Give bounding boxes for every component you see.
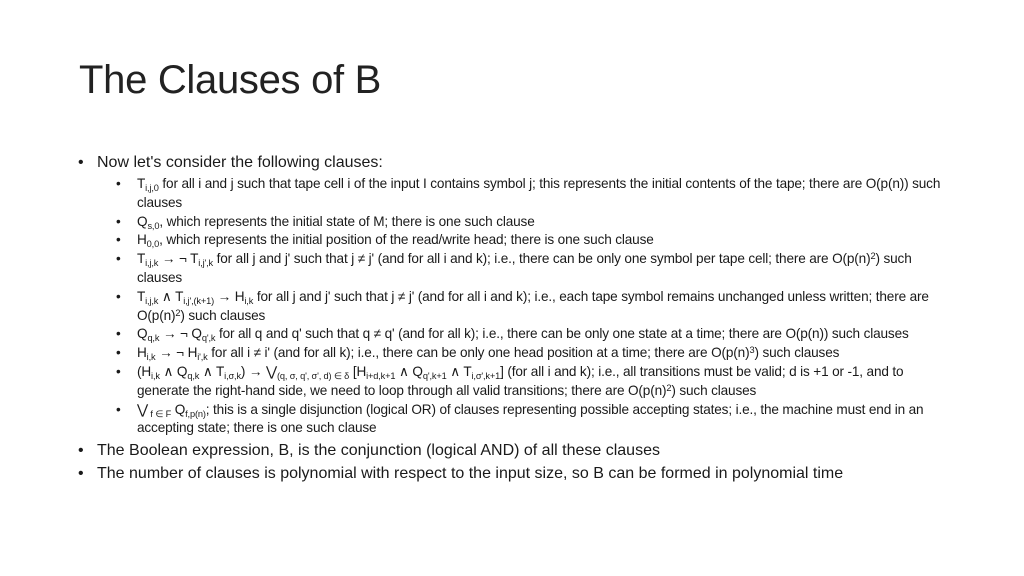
bullet-dot: • — [116, 213, 121, 229]
clause-item — [116, 213, 958, 232]
bullet-dot: • — [116, 176, 121, 191]
bullet-dot: • — [116, 401, 121, 417]
bullet-dot: • — [116, 251, 121, 267]
slide-title: The Clauses of B — [79, 58, 382, 102]
bullet-dot: • — [116, 345, 121, 361]
bullet-conjunction — [78, 440, 958, 461]
clause-item — [116, 250, 958, 288]
clause-text: ⋁ $_{f \in F}$ $Q_{f,p(n)}$; this is a single disjunction (logical OR) of clauses representing possible accepting states; i.e., the machine must end in an accepting state; there is one such clause — [137, 401, 924, 436]
clause-item — [116, 231, 958, 250]
bullet-dot: • — [116, 232, 121, 248]
clause-item — [116, 288, 958, 326]
clause-text: ($H_{i,k}$ ∧ $Q_{q,k}$ ∧ $T_{i,\sigma,k}$) → $⋁_{(q, \sigma, q', \sigma', d) \in \delta}$ [$H_{i+d,k+1}$ ∧ $Q_{q',k+1}$ ∧ $T_{i,\sigma',k+1}$] (for all i and k); i.e., all transitions must be valid; d is +1 or -1, and to generate the right-hand side, we need to loop through all valid transitions; there are $O(p(n)^2)$ such clauses — [137, 363, 904, 398]
slide-content — [78, 152, 958, 486]
clause-text: $T_{i,j,0}$ for all i and j such that tape cell i of the input I contains symbol j; this represents the initial contents of the tape; there are O(p(n)) such clauses — [137, 176, 941, 210]
clause-list — [116, 175, 958, 438]
clause-item — [116, 325, 958, 344]
clause-text: $T_{i,j,k}$ → ¬ $T_{i,j',k}$ for all j and j' such that j ≠ j' (and for all i and k); i.e., there can be only one symbol per tape cell; there are $O(p(n)^2)$ such clauses — [137, 251, 912, 285]
clause-item — [116, 401, 958, 439]
bullet-polynomial-text: The number of clauses is polynomial with respect to the input size, so B can be formed in polynomial time — [97, 465, 844, 483]
clause-item — [116, 344, 958, 363]
bullet-dot: • — [78, 154, 84, 171]
bullet-intro — [78, 152, 958, 173]
clause-item — [116, 175, 958, 213]
bullet-polynomial — [78, 463, 958, 484]
clause-text: $H_{i,k}$ → ¬ $H_{i',k}$ for all i ≠ i' (and for all k); i.e., there can be only one head position at a time; there are $O(p(n)^3)$ such clauses — [137, 345, 840, 363]
bullet-dot: • — [116, 288, 121, 304]
bullet-dot: • — [116, 326, 121, 342]
bullet-conjunction-text: The Boolean expression, B, is the conjunction (logical AND) of all these clauses — [97, 442, 660, 460]
clause-text: $Q_{s,0}$, which represents the initial state of M; there is one such clause — [137, 213, 535, 231]
clause-text: $Q_{q,k}$ → ¬ $Q_{q',k}$ for all q and q' such that q ≠ q' (and for all k); i.e., there can be only one state at a time; there are O(p(n)) such clauses — [137, 326, 909, 344]
clause-text: $T_{i,j,k}$ ∧ $T_{i,j',(k+1)} \to H_{i,k}$ for all j and j' such that j ≠ j' (and for all i and k); i.e., each tape symbol remains unchanged unless written; there are $O(p(n)^2)$ such clauses — [137, 288, 929, 323]
clause-text: $H_{0,0}$, which represents the initial position of the read/write head; there is one such clause — [137, 232, 654, 250]
bullet-dot: • — [78, 442, 84, 460]
bullet-dot: • — [116, 363, 121, 379]
bullet-intro-text: Now let's consider the following clauses: — [97, 154, 383, 171]
bullet-dot: • — [78, 465, 84, 483]
clause-item — [116, 363, 958, 401]
